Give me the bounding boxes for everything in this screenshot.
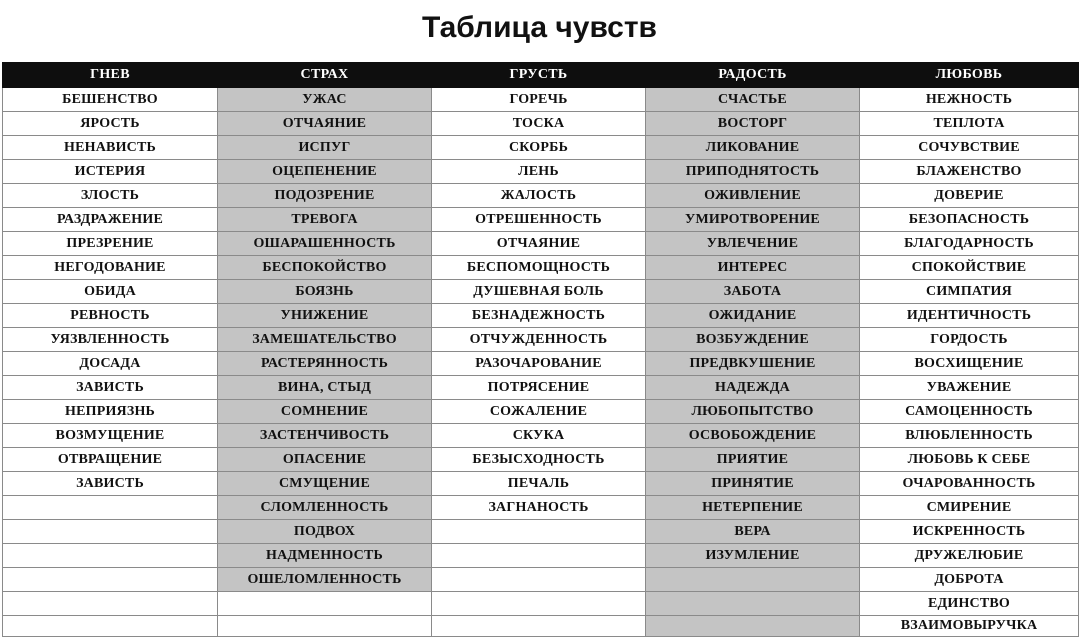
cell-sadness: ПЕЧАЛЬ xyxy=(432,472,646,496)
cell-anger xyxy=(3,592,218,616)
cell-love: СМИРЕНИЕ xyxy=(860,496,1079,520)
cell-love: ЛЮБОВЬ К СЕБЕ xyxy=(860,448,1079,472)
cell-joy: УВЛЕЧЕНИЕ xyxy=(646,232,860,256)
cell-joy: ПРИНЯТИЕ xyxy=(646,472,860,496)
cell-fear: СМУЩЕНИЕ xyxy=(218,472,432,496)
cell-anger xyxy=(3,568,218,592)
cell-fear: ТРЕВОГА xyxy=(218,208,432,232)
cell-love: ДОБРОТА xyxy=(860,568,1079,592)
table-row xyxy=(3,232,1079,256)
cell-anger: ИСТЕРИЯ xyxy=(3,160,218,184)
cell-joy: ВОСТОРГ xyxy=(646,112,860,136)
column-header-fear: СТРАХ xyxy=(218,63,432,88)
column-header-love: ЛЮБОВЬ xyxy=(860,63,1079,88)
cell-fear xyxy=(218,616,432,637)
table-row xyxy=(3,616,1079,637)
cell-joy: ИЗУМЛЕНИЕ xyxy=(646,544,860,568)
cell-love: ВЗАИМОВЫРУЧКА xyxy=(860,616,1079,637)
cell-fear xyxy=(218,592,432,616)
cell-sadness: БЕЗЫСХОДНОСТЬ xyxy=(432,448,646,472)
table-body xyxy=(3,88,1079,637)
cell-anger xyxy=(3,520,218,544)
cell-joy: ВЕРА xyxy=(646,520,860,544)
cell-joy: ОЖИВЛЕНИЕ xyxy=(646,184,860,208)
cell-love: БЛАЖЕНСТВО xyxy=(860,160,1079,184)
cell-joy: ИНТЕРЕС xyxy=(646,256,860,280)
cell-fear: СОМНЕНИЕ xyxy=(218,400,432,424)
cell-anger xyxy=(3,616,218,637)
cell-anger: УЯЗВЛЕННОСТЬ xyxy=(3,328,218,352)
cell-anger xyxy=(3,496,218,520)
cell-fear: ЗАСТЕНЧИВОСТЬ xyxy=(218,424,432,448)
cell-joy: ВОЗБУЖДЕНИЕ xyxy=(646,328,860,352)
cell-joy xyxy=(646,616,860,637)
cell-sadness xyxy=(432,616,646,637)
cell-anger: РАЗДРАЖЕНИЕ xyxy=(3,208,218,232)
cell-fear: ИСПУГ xyxy=(218,136,432,160)
cell-joy: ПРЕДВКУШЕНИЕ xyxy=(646,352,860,376)
cell-joy: ЛЮБОПЫТСТВО xyxy=(646,400,860,424)
table-row xyxy=(3,328,1079,352)
cell-love: ОЧАРОВАННОСТЬ xyxy=(860,472,1079,496)
cell-anger: ЗАВИСТЬ xyxy=(3,376,218,400)
cell-love: ИСКРЕННОСТЬ xyxy=(860,520,1079,544)
cell-sadness: РАЗОЧАРОВАНИЕ xyxy=(432,352,646,376)
table-row xyxy=(3,304,1079,328)
cell-fear: СЛОМЛЕННОСТЬ xyxy=(218,496,432,520)
cell-anger: БЕШЕНСТВО xyxy=(3,88,218,112)
cell-anger: НЕНАВИСТЬ xyxy=(3,136,218,160)
table-row xyxy=(3,544,1079,568)
cell-anger: РЕВНОСТЬ xyxy=(3,304,218,328)
table-row xyxy=(3,160,1079,184)
table-row xyxy=(3,592,1079,616)
table-row xyxy=(3,88,1079,112)
table-row xyxy=(3,352,1079,376)
cell-love: ДРУЖЕЛЮБИЕ xyxy=(860,544,1079,568)
cell-sadness: ЖАЛОСТЬ xyxy=(432,184,646,208)
cell-anger: ВОЗМУЩЕНИЕ xyxy=(3,424,218,448)
cell-joy: ЛИКОВАНИЕ xyxy=(646,136,860,160)
cell-joy xyxy=(646,592,860,616)
cell-sadness xyxy=(432,568,646,592)
cell-sadness: СКУКА xyxy=(432,424,646,448)
cell-love: ДОВЕРИЕ xyxy=(860,184,1079,208)
cell-anger: ЗАВИСТЬ xyxy=(3,472,218,496)
cell-anger: ПРЕЗРЕНИЕ xyxy=(3,232,218,256)
cell-fear: УНИЖЕНИЕ xyxy=(218,304,432,328)
cell-fear: ОШЕЛОМЛЕННОСТЬ xyxy=(218,568,432,592)
cell-sadness: ПОТРЯСЕНИЕ xyxy=(432,376,646,400)
cell-joy: УМИРОТВОРЕНИЕ xyxy=(646,208,860,232)
cell-sadness: ДУШЕВНАЯ БОЛЬ xyxy=(432,280,646,304)
cell-love: СПОКОЙСТВИЕ xyxy=(860,256,1079,280)
cell-sadness: СОЖАЛЕНИЕ xyxy=(432,400,646,424)
table-row xyxy=(3,448,1079,472)
cell-sadness: БЕЗНАДЕЖНОСТЬ xyxy=(432,304,646,328)
cell-fear: ЗАМЕШАТЕЛЬСТВО xyxy=(218,328,432,352)
table-row xyxy=(3,184,1079,208)
cell-anger: НЕПРИЯЗНЬ xyxy=(3,400,218,424)
cell-joy: НАДЕЖДА xyxy=(646,376,860,400)
table-row xyxy=(3,568,1079,592)
table-row xyxy=(3,280,1079,304)
cell-fear: УЖАС xyxy=(218,88,432,112)
cell-anger: ОБИДА xyxy=(3,280,218,304)
cell-love: САМОЦЕННОСТЬ xyxy=(860,400,1079,424)
table-row xyxy=(3,208,1079,232)
cell-joy: НЕТЕРПЕНИЕ xyxy=(646,496,860,520)
cell-joy xyxy=(646,568,860,592)
cell-joy: СЧАСТЬЕ xyxy=(646,88,860,112)
cell-sadness: ОТЧАЯНИЕ xyxy=(432,232,646,256)
cell-love: ВЛЮБЛЕННОСТЬ xyxy=(860,424,1079,448)
cell-love: СИМПАТИЯ xyxy=(860,280,1079,304)
cell-fear: ВИНА, СТЫД xyxy=(218,376,432,400)
cell-fear: РАСТЕРЯННОСТЬ xyxy=(218,352,432,376)
feelings-table xyxy=(2,62,1079,637)
cell-anger xyxy=(3,544,218,568)
column-header-sadness: ГРУСТЬ xyxy=(432,63,646,88)
cell-anger: НЕГОДОВАНИЕ xyxy=(3,256,218,280)
cell-fear: ОТЧАЯНИЕ xyxy=(218,112,432,136)
table-row xyxy=(3,256,1079,280)
cell-joy: ПРИЯТИЕ xyxy=(646,448,860,472)
cell-anger: ЯРОСТЬ xyxy=(3,112,218,136)
table-row xyxy=(3,520,1079,544)
cell-sadness: СКОРБЬ xyxy=(432,136,646,160)
header-row xyxy=(3,63,1079,88)
cell-fear: ОПАСЕНИЕ xyxy=(218,448,432,472)
cell-love: ГОРДОСТЬ xyxy=(860,328,1079,352)
cell-joy: ОСВОБОЖДЕНИЕ xyxy=(646,424,860,448)
cell-sadness: ЗАГНАНОСТЬ xyxy=(432,496,646,520)
cell-sadness: БЕСПОМОЩНОСТЬ xyxy=(432,256,646,280)
cell-anger: ОТВРАЩЕНИЕ xyxy=(3,448,218,472)
cell-sadness xyxy=(432,520,646,544)
cell-love: СОЧУВСТВИЕ xyxy=(860,136,1079,160)
cell-love: ЕДИНСТВО xyxy=(860,592,1079,616)
cell-sadness: ОТЧУЖДЕННОСТЬ xyxy=(432,328,646,352)
cell-joy: ОЖИДАНИЕ xyxy=(646,304,860,328)
table-row xyxy=(3,112,1079,136)
cell-love: ВОСХИЩЕНИЕ xyxy=(860,352,1079,376)
cell-fear: ОЦЕПЕНЕНИЕ xyxy=(218,160,432,184)
cell-love: БЕЗОПАСНОСТЬ xyxy=(860,208,1079,232)
table-row xyxy=(3,136,1079,160)
cell-fear: НАДМЕННОСТЬ xyxy=(218,544,432,568)
cell-sadness: ОТРЕШЕННОСТЬ xyxy=(432,208,646,232)
cell-sadness: ТОСКА xyxy=(432,112,646,136)
cell-fear: БЕСПОКОЙСТВО xyxy=(218,256,432,280)
cell-love: УВАЖЕНИЕ xyxy=(860,376,1079,400)
cell-sadness: ЛЕНЬ xyxy=(432,160,646,184)
cell-anger: ДОСАДА xyxy=(3,352,218,376)
table-row xyxy=(3,496,1079,520)
cell-love: ИДЕНТИЧНОСТЬ xyxy=(860,304,1079,328)
cell-fear: ПОДОЗРЕНИЕ xyxy=(218,184,432,208)
cell-anger: ЗЛОСТЬ xyxy=(3,184,218,208)
cell-sadness xyxy=(432,592,646,616)
table-row xyxy=(3,376,1079,400)
cell-love: НЕЖНОСТЬ xyxy=(860,88,1079,112)
cell-sadness xyxy=(432,544,646,568)
cell-love: БЛАГОДАРНОСТЬ xyxy=(860,232,1079,256)
column-header-anger: ГНЕВ xyxy=(3,63,218,88)
cell-joy: ЗАБОТА xyxy=(646,280,860,304)
cell-fear: БОЯЗНЬ xyxy=(218,280,432,304)
cell-love: ТЕПЛОТА xyxy=(860,112,1079,136)
cell-sadness: ГОРЕЧЬ xyxy=(432,88,646,112)
table-row xyxy=(3,424,1079,448)
column-header-joy: РАДОСТЬ xyxy=(646,63,860,88)
table-row xyxy=(3,400,1079,424)
cell-joy: ПРИПОДНЯТОСТЬ xyxy=(646,160,860,184)
page-title: Таблица чувств xyxy=(422,11,657,44)
cell-fear: ПОДВОХ xyxy=(218,520,432,544)
table-row xyxy=(3,472,1079,496)
cell-fear: ОШАРАШЕННОСТЬ xyxy=(218,232,432,256)
